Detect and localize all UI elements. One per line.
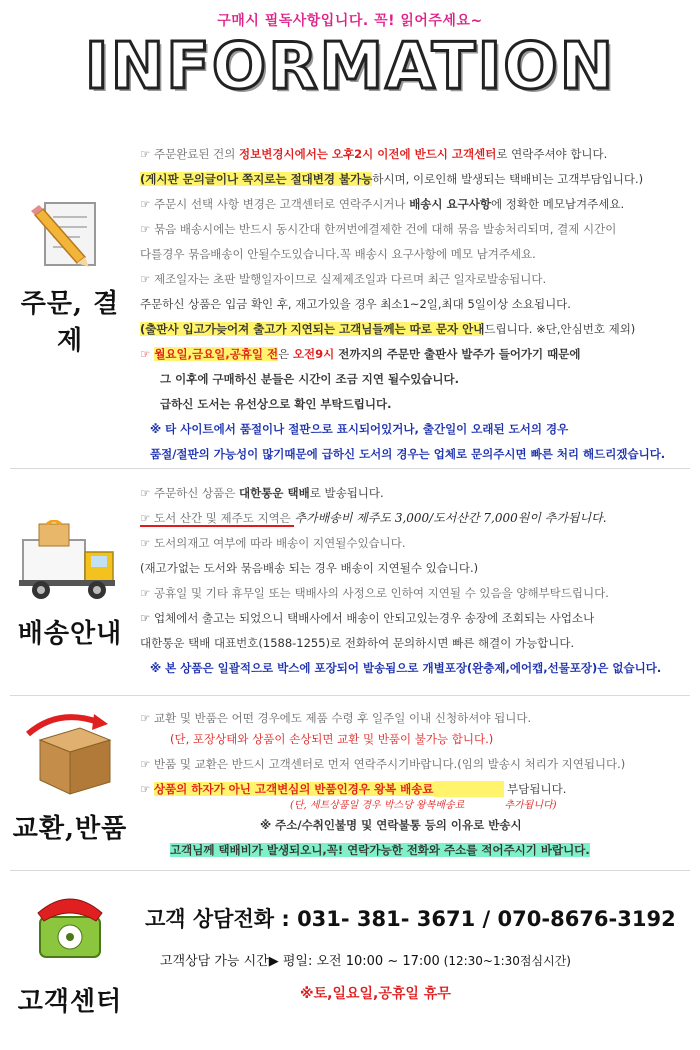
exchange-lines <box>140 710 690 867</box>
return-box-icon <box>10 710 130 800</box>
list-item: 그 이후에 구매하신 분들은 시간이 조금 지연 될수있습니다. <box>160 372 460 386</box>
delivery-icon-box <box>10 520 130 650</box>
list-item: 대한통운 택배 대표번호(1588-1255)로 전화하여 문의하시면 빠른 해결이 가능합니다. <box>140 636 575 650</box>
list-item: ☞ 반품 및 교환은 반드시 고객센터로 먼저 연락주시기바랍니다.(임의 발송시 처리가 지연됩니다.) <box>140 757 626 771</box>
order-section-label: 주문, 결제 <box>20 289 120 356</box>
list-item: ☞ 상품의 하자가 아닌 고객변심의 반품인경우 왕복 배송료 부담됩니다. <box>140 782 567 796</box>
list-item: 품절/절판의 가능성이 많기때문에 급하신 도서의 경우는 업체로 문의주시면 빠른 처리 해드리겠습니다. <box>150 447 666 461</box>
list-item: ☞ 주문하신 상품은 대한통운 택배로 발송됩니다. <box>140 486 384 500</box>
list-item: ☞ 월요일,금요일,공휴일 전은 오전9시 전까지의 주문만 출판사 발주가 들어가기 때문에 <box>140 347 581 361</box>
contact-section-label: 고객센터 <box>17 987 123 1017</box>
delivery-lines <box>140 485 690 685</box>
list-item: ☞ 주문시 선택 사항 변경은 고객센터로 연락주시거나 배송시 요구사항에 정확한 메모남겨주세요. <box>140 197 625 211</box>
order-lines <box>140 146 690 471</box>
list-item: (출판사 입고가늦어져 출고가 지연되는 고객님들께는 따로 문자 안내드립니다. ※단,안심번호 제외) <box>140 322 636 336</box>
list-item: 다를경우 묶음배송이 안될수도있습니다.꼭 배송시 요구사항에 메모 남겨주세요. <box>140 247 536 261</box>
divider <box>10 695 690 696</box>
exchange-section-label: 교환,반품 <box>12 814 128 844</box>
contact-hours-line: 고객상담 가능 시간▶ 평일: 오전 10:00 ~ 17:00 (12:30~1:30점심시간) <box>160 954 571 969</box>
phone-number-1[interactable]: 031- 381- 3671 <box>297 907 476 931</box>
telephone-icon <box>10 887 130 967</box>
list-item: 주문하신 상품은 입금 확인 후, 재고가있을 경우 최소1~2일,최대 5일이상 소요됩니다. <box>140 297 571 311</box>
exchange-icon-box <box>10 710 130 845</box>
list-item: ※ 본 상품은 일괄적으로 박스에 포장되어 발송됨으로 개별포장(완충제,에어캡,선물포장)은 없습니다. <box>150 661 662 675</box>
list-item: 고객님께 택배비가 발생되오니,꼭! 연락가능한 전화와 주소를 적어주시기 바랍니다. <box>170 843 590 857</box>
phone-number-2[interactable]: 070-8676-3192 <box>497 907 676 931</box>
list-item: (단, 포장상태와 상품이 손상되면 교환 및 반품이 불가능 합니다.) <box>170 732 494 746</box>
document-pencil-icon <box>10 195 130 275</box>
list-item: 급하신 도서는 유선상으로 확인 부탁드립니다. <box>160 397 392 411</box>
top-note: 구매시 필독사항입니다. 꼭! 읽어주세요~ <box>217 13 483 29</box>
list-item: ☞ 도서 산간 및 제주도 지역은 추가배송비 제주도 3,000/도서산간 7,000원이 추가됩니다. <box>140 511 607 525</box>
contact-closed-note: ※토,일요일,공휴일 휴무 <box>300 986 451 1002</box>
list-item: ☞ 제조일자는 초판 발행일자이므로 실제제조일과 다르며 최근 일자로발송됩니다. <box>140 272 547 286</box>
list-item: (단, 세트상품일 경우 박스당 왕복배송료 추가됩니다) <box>290 800 557 811</box>
list-item: ☞ 공휴일 및 기타 휴무일 또는 택배사의 사정으로 인하여 지연될 수 있음을 양해부탁드립니다. <box>140 586 609 600</box>
order-icon-box <box>10 195 130 357</box>
list-item: (게시판 문의글이나 쪽지로는 절대변경 불가능하시며, 이로인해 발생되는 택배비는 고객부담입니다.) <box>140 172 644 186</box>
delivery-truck-icon <box>10 520 130 605</box>
list-item: (재고가없는 도서와 묶음배송 되는 경우 배송이 지연될수 있습니다.) <box>140 561 479 575</box>
list-item: ☞ 교환 및 반품은 어떤 경우에도 제품 수령 후 일주일 이내 신청하셔야 됩니다. <box>140 711 532 725</box>
list-item: ※ 주소/수취인불명 및 연락불통 등의 이유로 반송시 <box>260 818 522 832</box>
contact-icon-box <box>10 887 130 1018</box>
contact-phone-line: 고객 상담전화 : 031- 381- 3671 / 070-8676-3192 <box>145 907 676 931</box>
list-item: ☞ 업체에서 출고는 되었으니 택배사에서 배송이 안되고있는경우 송장에 조회되는 사업소나 <box>140 611 595 625</box>
list-item: ☞ 주문완료된 건의 정보변경시에서는 오후2시 이전에 반드시 고객센터로 연락주셔야 합니다. <box>140 147 608 161</box>
list-item: ☞ 묶음 배송시에는 반드시 동시간대 한꺼번에결제한 건에 대해 묶음 발송처리되며, 결제 시간이 <box>140 222 617 236</box>
page-title: INFORMATION <box>84 30 616 104</box>
list-item: ☞ 도서의재고 여부에 따라 배송이 지연될수있습니다. <box>140 536 406 550</box>
list-item: ※ 타 사이트에서 품절이나 절판으로 표시되어있거나, 출간일이 오래된 도서의 경우 <box>150 422 569 436</box>
delivery-section-label: 배송안내 <box>17 619 123 649</box>
divider <box>10 870 690 871</box>
divider <box>10 468 690 469</box>
